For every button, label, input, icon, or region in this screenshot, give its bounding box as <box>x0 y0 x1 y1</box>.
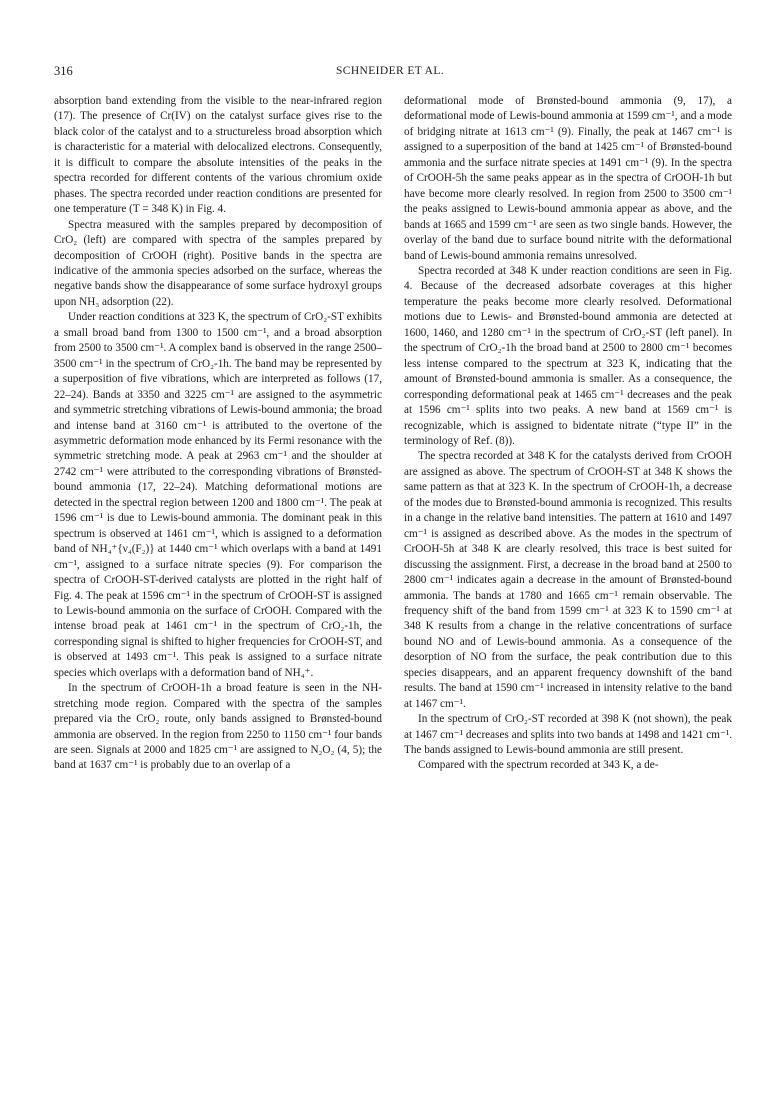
paragraph: absorption band extending from the visible to the near-infrared region (17). The presence of Cr(IV) on the catalyst surface gives rise to the black color of the catalyst and to a structureless broad absorption which is characteristic for a material with delocalized electrons. Consequently, it is difficult to compare the absolute intensities of the peaks in the spectra recorded for different contents of the various chromium oxide phases. The spectra recorded under reaction conditions are presented for one temperature (T = 348 K) in Fig. 4. <box>54 95 382 216</box>
paragraph: In the spectrum of CrOOH-1h a broad feature is seen in the NH-stretching mode region. Compared with the spectra of the samples prepared via the CrO₂ route, only bands assigned to Brønsted-bound ammonia are observed. In the region from 2250 to 1150 cm⁻¹ four bands are seen. Signals at 2000 and 1825 cm⁻¹ are assigned to N₂O₂ (4, 5); the band at 1637 cm⁻¹ is probably due to an overlap of a <box>54 682 382 772</box>
page-number: 316 <box>54 64 73 78</box>
right-column <box>404 94 732 774</box>
paragraph: Spectra recorded at 348 K under reaction conditions are seen in Fig. 4. Because of the decreased adsorbate coverages at this higher temperature the peaks become more clearly resolved. Deformational motions due to Lewis- and Brønsted-bound ammonia are detected at 1600, 1460, and 1280 cm⁻¹ in the spectrum of CrO₂-ST (left panel). In the spectrum of CrO₂-1h the broad band at 2500 to 2800 cm⁻¹ becomes less intense compared to the spectrum at 323 K, indicating that the amount of Brønsted-bound ammonia is smaller. As a consequence, the corresponding deformational peak at 1465 cm⁻¹ decreases and the peak at 1596 cm⁻¹ splits into two peaks. A new band at 1569 cm⁻¹ is recognizable, which is assigned to bidentate nitrate (“type II” in the terminology of Ref. (8)). <box>404 264 732 447</box>
paragraph: Spectra measured with the samples prepared by decomposition of CrO₂ (left) are compared with spectra of the samples prepared by decomposition of CrOOH (right). Positive bands in the spectra are indicative of the ammonia species adsorbed on the surface, whereas the negative bands show the disappearance of some surface hydroxyl groups upon NH₃ adsorption (22). <box>54 218 382 308</box>
paragraph: In the spectrum of CrO₂-ST recorded at 398 K (not shown), the peak at 1467 cm⁻¹ decreases and splits into two bands at 1498 and 1421 cm⁻¹. The bands assigned to Lewis-bound ammonia are still present. <box>404 713 732 757</box>
paragraph: The spectra recorded at 348 K for the catalysts derived from CrOOH are assigned as above. The spectrum of CrOOH-ST at 348 K shows the same pattern as that at 323 K. In the spectrum of CrOOH-1h, a decrease of the modes due to Brønsted-bound ammonia is recognized. This results in a change in the relative band intensities. The pattern at 1610 and 1497 cm⁻¹ is assigned as described above. As the modes in the spectrum of CrOOH-5h at 348 K are clearly resolved, this trace is best suited for discussing the assignment. First, a decrease in the broad band at 2500 to 2800 cm⁻¹ indicates again a decrease in the amount of Brønsted-bound ammonia. The bands at 1780 and 1665 cm⁻¹ remain observable. The frequency shift of the band from 1599 cm⁻¹ at 323 K to 1590 cm⁻¹ at 348 K results from a change in the relative concentrations of surface bound NO and of Lewis-bound ammonia. As a consequence of the desorption of NO from the surface, the peak contribution due to this species disappears, and an apparent frequency downshift of the band results. The band at 1590 cm⁻¹ increased in intensity relative to the band at 1467 cm⁻¹. <box>404 450 732 710</box>
page-header <box>54 63 726 79</box>
paragraph: Compared with the spectrum recorded at 343 K, a de- <box>418 759 659 772</box>
left-column <box>54 94 382 774</box>
paragraph: Under reaction conditions at 323 K, the spectrum of CrO₂-ST exhibits a small broad band from 1300 to 1500 cm⁻¹, and a broad absorption from 2500 to 3500 cm⁻¹. A complex band is observed in the range 2500–3500 cm⁻¹ in the spectrum of CrO₂-1h. The band may be represented by a superposition of five vibrations, which are interpreted as follows (17, 22–24). Bands at 3350 and 3225 cm⁻¹ are assigned to the asymmetric and symmetric stretching vibrations of Lewis-bound ammonia; the broad and intense band at 3160 cm⁻¹ is attributed to the overtone of the asymmetric deformation mode enhanced by its Fermi resonance with the symmetric stretching mode. A peak at 2963 cm⁻¹ and the shoulder at 2742 cm⁻¹ were attributed to the corresponding vibrations of Brønsted-bound ammonia (17, 22–24). Matching deformational motions are detected in the spectral region between 1200 and 1800 cm⁻¹. The peak at 1596 cm⁻¹ is due to Lewis-bound ammonia. The dominant peak in this spectrum is observed at 1461 cm⁻¹, which is assigned to a deformation band of NH₄⁺{ν₄(F₂)} at 1440 cm⁻¹ which overlaps with a band at 1491 cm⁻¹, assigned to a surface nitrate species (9). For comparison the spectra of CrOOH-ST-derived catalysts are plotted in the right half of Fig. 4. The peak at 1596 cm⁻¹ in the spectrum of CrOOH-ST is assigned to Lewis-bound ammonia on the surface of CrOOH. Compared with the intense broad peak at 1461 cm⁻¹ in the spectrum of CrO₂-1h, the corresponding signal is shifted to higher frequencies for CrOOH-ST, and is observed at 1493 cm⁻¹. This peak is assigned to a surface nitrate species which overlaps with a deformation band of NH₄⁺. <box>54 311 382 679</box>
running-head: SCHNEIDER ET AL. <box>335 65 445 77</box>
paragraph: deformational mode of Brønsted-bound ammonia (9, 17), a deformational mode of Lewis-bound ammonia at 1599 cm⁻¹, and a mode of bridging nitrate at 1613 cm⁻¹ (9). Finally, the peak at 1467 cm⁻¹ is assigned to a superposition of the band at 1425 cm⁻¹ of Brønsted-bound ammonia and the surface nitrate species at 1491 cm⁻¹ (9). In the spectra of CrOOH-5h the same peaks appear as in the spectra of CrOOH-1h but have become more clearly resolved. In region from 2500 to 3500 cm⁻¹ the peaks assigned to Lewis-bound ammonia appear as above, and the bands at 1665 and 1599 cm⁻¹ are seen as two single bands. However, the overlay of the band due to surface bound nitrite with the deformational band of Lewis-bound ammonia remains unresolved. <box>404 95 732 262</box>
